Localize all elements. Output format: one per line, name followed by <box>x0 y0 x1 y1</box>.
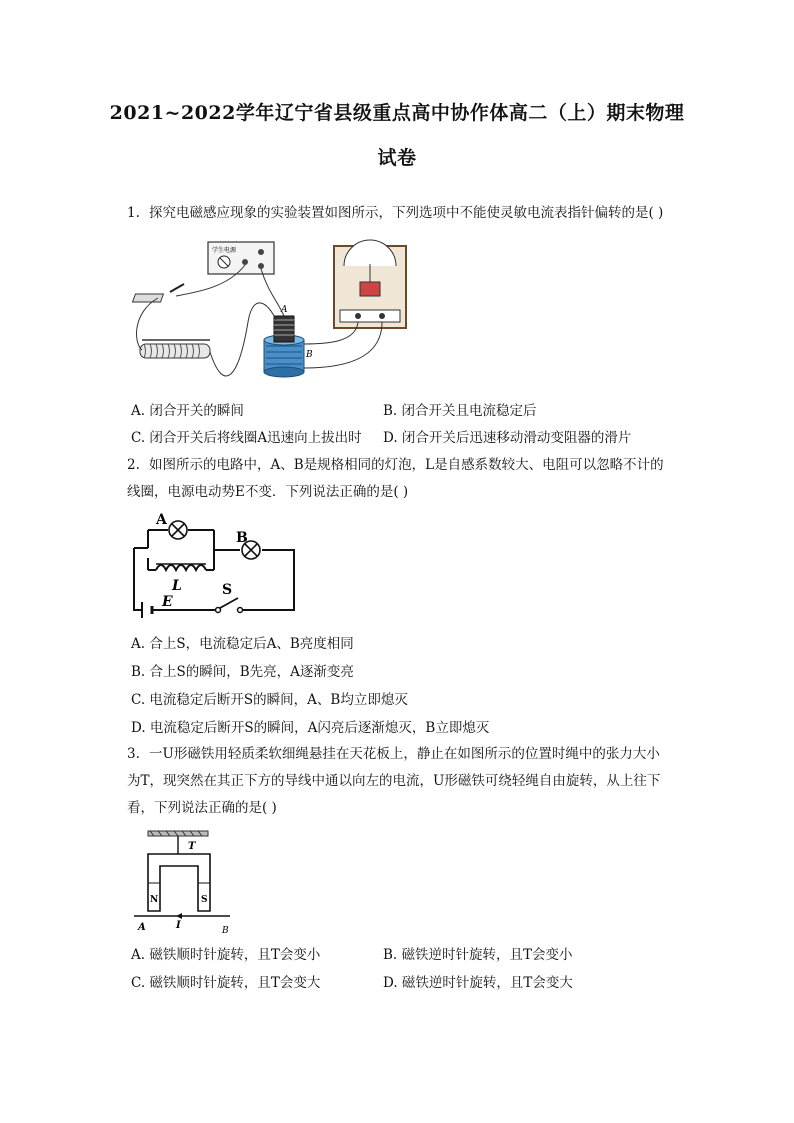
figure-electromagnetic-induction-apparatus <box>128 232 418 392</box>
question-2-option-c[interactable]: C. 电流稳定后断开S的瞬间，A、B均立即熄灭 <box>131 692 408 708</box>
emf-label: E <box>162 594 173 610</box>
question-2-text-line1: 如图所示的电路中，A、B是规格相同的灯泡，L是自感系数较大、电阻可以忽略不计的 <box>149 457 664 473</box>
galvanometer <box>334 240 406 328</box>
question-2-option-d[interactable]: D. 电流稳定后断开S的瞬间，A闪亮后逐渐熄灭，B立即熄灭 <box>131 720 490 736</box>
wire-end-b-label: B <box>222 926 229 935</box>
question-2-text-line2: 线圈，电源电动势E不变．下列说法正确的是( ) <box>127 484 409 500</box>
question-1-option-b[interactable]: B. 闭合开关且电流稳定后 <box>383 403 537 419</box>
question-2-stem <box>127 452 707 506</box>
ceiling <box>148 831 208 836</box>
current-label: I <box>176 920 181 931</box>
question-1-text: 探究电磁感应现象的实验装置如图所示，下列选项中不能使灵敏电流表指针偏转的是( ) <box>149 205 664 221</box>
question-3-option-d[interactable]: D. 磁铁逆时针旋转，且T会变大 <box>383 975 573 991</box>
document-title-line2: 试卷 <box>377 147 417 169</box>
question-2-number: 2. <box>127 457 140 473</box>
wire-end-a-label: A <box>138 922 146 933</box>
question-1-stem <box>127 200 707 227</box>
power-supply-label: 学生电源 <box>212 247 237 254</box>
coil-assembly <box>264 305 313 377</box>
coil-b-label: B <box>306 350 313 360</box>
question-3-option-a[interactable]: A. 磁铁顺时针旋转，且T会变小 <box>131 947 321 963</box>
question-1-option-c[interactable]: C. 闭合开关后将线圈A迅速向上拔出时 <box>131 430 362 446</box>
north-pole-label: N <box>150 895 159 905</box>
lamp-b-label: B <box>236 530 248 546</box>
question-3-option-b[interactable]: B. 磁铁逆时针旋转，且T会变小 <box>383 947 573 963</box>
lamp-b <box>236 530 260 559</box>
question-2-option-a[interactable]: A. 合上S，电流稳定后A、B亮度相同 <box>131 636 354 652</box>
rheostat <box>140 340 210 358</box>
question-3-option-c[interactable]: C. 磁铁顺时针旋转，且T会变大 <box>131 975 321 991</box>
south-pole-label: S <box>201 895 208 905</box>
lamp-a <box>155 512 187 539</box>
battery-e <box>142 594 173 618</box>
document-title-line1: 2021~2022学年辽宁省县级重点高中协作体高二（上）期末物理 <box>109 102 685 124</box>
question-3-stem <box>127 741 707 822</box>
lamp-a-label: A <box>156 512 167 528</box>
question-3-number: 3. <box>127 746 140 762</box>
circuit-wires <box>134 530 294 610</box>
inductor-l <box>156 564 206 594</box>
question-2-option-b[interactable]: B. 合上S的瞬间，B先亮，A逐渐变亮 <box>131 664 354 680</box>
question-3-text-line2: 为T，现突然在其正下方的导线中通以向左的电流，U形磁铁可绕轻绳自由旋转，从上往下 <box>127 773 661 789</box>
inductor-label: L <box>172 578 182 594</box>
question-1-option-d[interactable]: D. 闭合开关后迅速移动滑动变阻器的滑片 <box>383 430 632 446</box>
tension-label: T <box>188 841 196 852</box>
question-1-option-a[interactable]: A. 闭合开关的瞬间 <box>131 403 244 419</box>
switch-s <box>216 582 243 613</box>
figure-self-inductance-circuit <box>128 512 303 620</box>
current-arrow <box>176 913 182 919</box>
question-1-number: 1. <box>127 205 140 221</box>
switch-label: S <box>222 582 233 598</box>
question-3-text-line1: 一U形磁铁用轻质柔软细绳悬挂在天花板上，静止在如图所示的位置时绳中的张力大小 <box>149 746 660 762</box>
knife-switch <box>133 284 184 302</box>
figure-u-magnet <box>128 827 238 935</box>
coil-a-label: A <box>281 305 288 315</box>
question-3-text-line3: 看，下列说法正确的是( ) <box>127 800 277 816</box>
